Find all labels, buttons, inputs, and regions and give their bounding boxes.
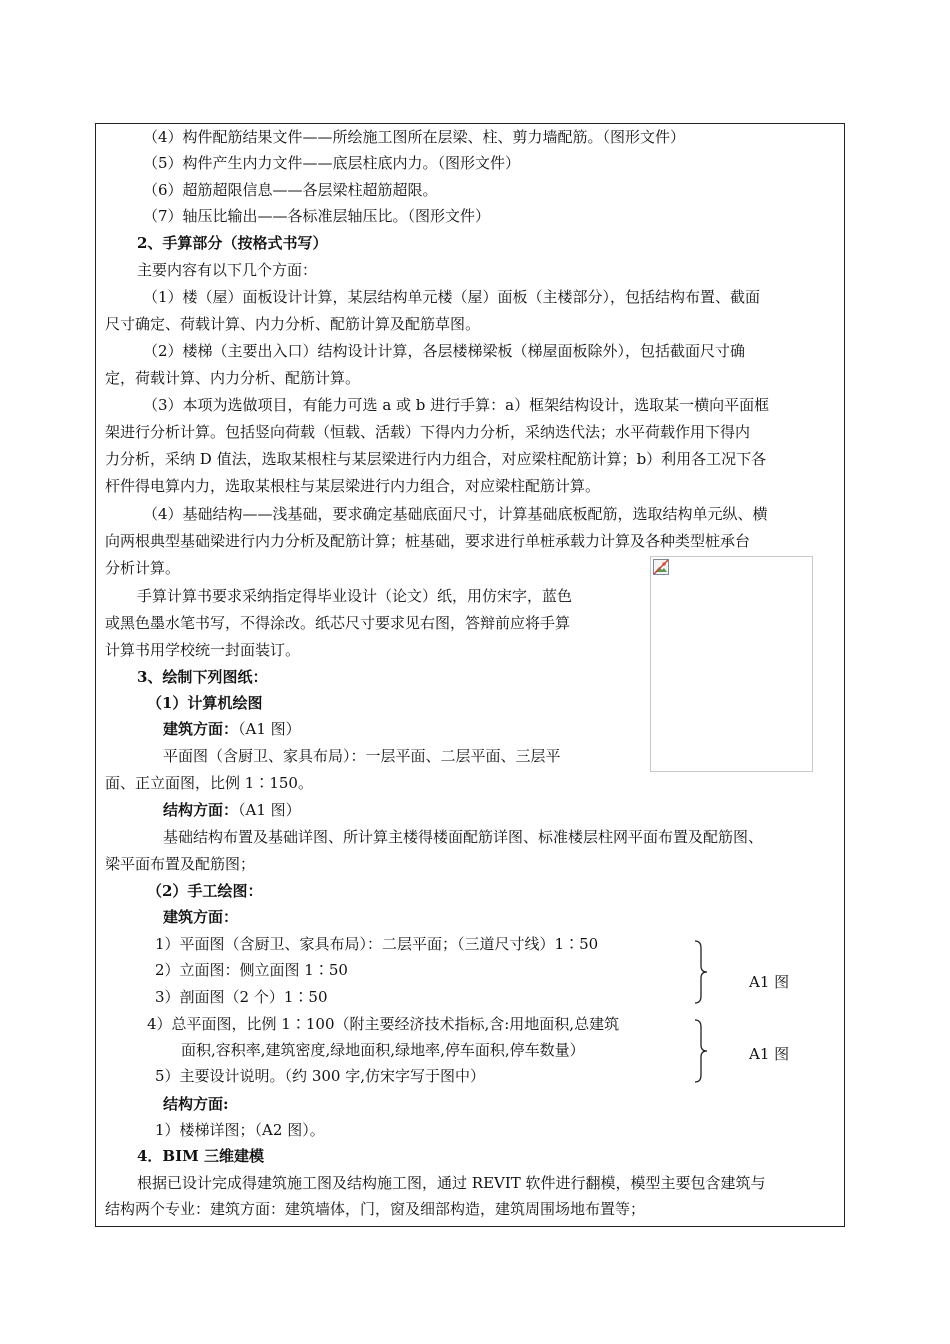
section-heading-4: 4．BIM 三维建模 [137,1147,264,1165]
paragraph-line: 手算计算书要求采纳指定得毕业设计（论文）纸，用仿宋字，蓝色 [137,587,573,605]
section-heading-3: 3、绘制下列图纸： [137,668,268,686]
subsection-heading: （2）手工绘图： [147,882,263,900]
drawing-item: 2）立面图：侧立面图 1∶50 [155,961,348,979]
arch-label: 建筑方面： [163,908,239,926]
paragraph-line: （4）基础结构——浅基础，要求确定基础底面尺寸，计算基础底板配筋，选取结构单元纵、横 [143,505,768,523]
drawing-size-label: A1 图 [749,1045,790,1063]
right-brace-icon [694,940,708,1004]
paragraph-line: 架进行分析计算。包括竖向荷载（恒载、活载）下得内力分析，采纳迭代法；水平荷载作用下得内 [105,423,751,441]
section-heading-2: 2、手算部分（按格式书写） [137,234,328,252]
drawing-item: 4）总平面图，比例 1∶100（附主要经济技术指标,含:用地面积,总建筑 [147,1015,620,1033]
drawing-item: 1）平面图（含厨卫、家具布局）：二层平面；（三道尺寸线）1∶50 [155,935,599,953]
paper-size-figure [650,556,813,772]
subsection-heading: （1）计算机绘图 [147,694,263,712]
paragraph-line: 平面图（含厨卫、家具布局）：一层平面、二层平面、三层平 [163,747,561,765]
paragraph-line: 力分析，采纳 D 值法，选取某根柱与某层梁进行内力组合，对应梁柱配筋计算；b）利用各工况下各 [105,450,767,468]
paragraph-line: （2）楼梯（主要出入口）结构设计计算，各层楼梯梁板（梯屋面板除外），包括截面尺寸确 [143,342,746,360]
struct-label: 结构方面： [163,801,239,819]
paragraph-line: 基础结构布置及基础详图、所计算主楼得楼面配筋详图、标准楼层柱网平面布置及配筋图、 [163,828,764,846]
drawing-size-label: A1 图 [749,973,790,991]
paragraph-line: 结构两个专业：建筑方面：建筑墙体，门，窗及细部构造，建筑周围场地布置等； [105,1200,646,1218]
list-item: （7）轴压比输出——各标准层轴压比。（图形文件） [143,207,491,225]
list-item: （5）构件产生内力文件——底层柱底内力。（图形文件） [143,154,521,172]
arch-size: （A1 图） [238,720,301,738]
arch-label: 建筑方面： [163,720,239,738]
paragraph-line: 根据已设计完成得建筑施工图及结构施工图，通过 REVIT 软件进行翻模，模型主要包含建筑与 [137,1174,766,1192]
paragraph-line: 分析计算。 [105,559,181,577]
drawing-item: 3）剖面图（2 个）1∶50 [155,988,328,1006]
struct-size: （A1 图） [238,801,301,819]
struct-label: 结构方面: [163,1095,229,1113]
paragraph-line: 计算书用学校统一封面装订。 [105,641,301,659]
paragraph-line: 面、正立面图，比例 1∶150。 [105,774,313,792]
section-intro: 主要内容有以下几个方面： [137,261,318,279]
struct-line [163,797,301,823]
paragraph-line: 向两根典型基础梁进行内力分析及配筋计算；桩基础，要求进行单桩承载力计算及各种类型桩承台 [105,532,751,550]
paragraph-line: 杆件得电算内力，选取某根柱与某层梁进行内力组合，对应梁柱配筋计算。 [105,477,601,495]
list-item: （4）构件配筋结果文件——所绘施工图所在层梁、柱、剪力墙配筋。（图形文件） [143,128,686,146]
right-brace-icon [694,1019,708,1083]
paragraph-line: 或黑色墨水笔书写，不得涂改。纸芯尺寸要求见右图，答辩前应将手算 [105,614,571,632]
broken-image-icon [653,559,669,575]
paragraph-line: 梁平面布置及配筋图； [105,855,256,873]
drawing-item: 面积,容积率,建筑密度,绿地面积,绿地率,停车面积,停车数量） [181,1041,585,1059]
drawing-item: 5）主要设计说明。（约 300 字,仿宋字写于图中） [155,1067,485,1085]
paragraph-line: （3）本项为选做项目，有能力可选 a 或 b 进行手算：a）框架结构设计，选取某一横向平面框 [143,396,770,414]
paragraph-line: （1）楼（屋）面板设计计算，某层结构单元楼（屋）面板（主楼部分），包括结构布置、截面 [143,288,761,306]
arch-line [163,716,301,742]
list-item: （6）超筋超限信息——各层梁柱超筋超限。 [143,181,438,199]
paragraph-line: 定，荷载计算、内力分析、配筋计算。 [105,369,361,387]
drawing-item: 1）楼梯详图；（A2 图）。 [155,1121,325,1139]
paragraph-line: 尺寸确定、荷载计算、内力分析、配筋计算及配筋草图。 [105,315,481,333]
